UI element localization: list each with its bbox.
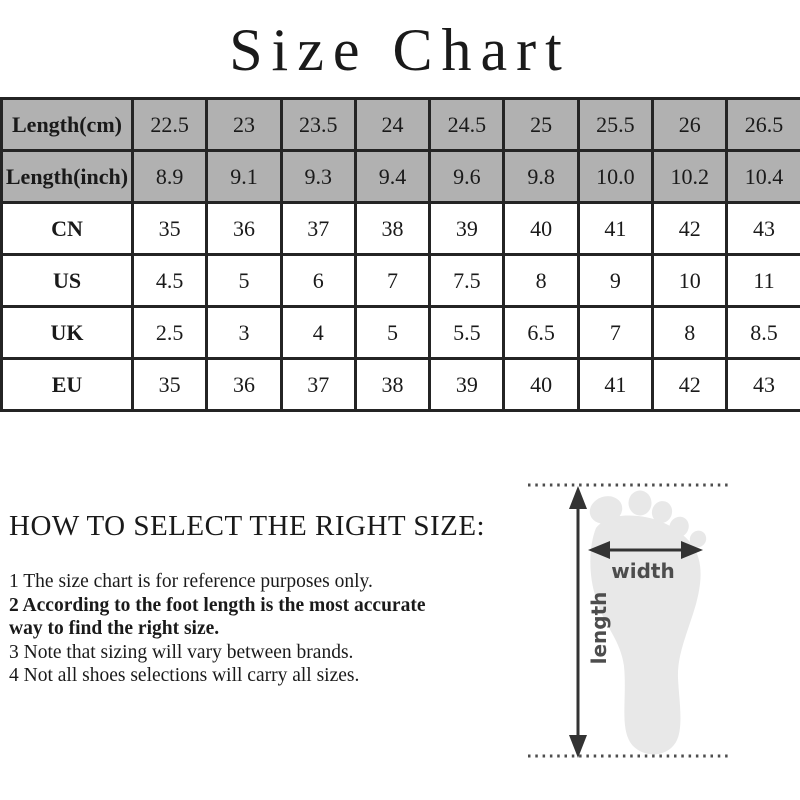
- size-cell: 42: [653, 203, 727, 255]
- size-cell: 8: [653, 307, 727, 359]
- note-item: 3 Note that sizing will vary between brands.: [9, 641, 354, 663]
- size-cell: 7: [578, 307, 652, 359]
- size-cell: 42: [653, 359, 727, 411]
- size-cell: 37: [281, 359, 355, 411]
- size-cell: 40: [504, 203, 578, 255]
- table-row: [2, 99, 800, 151]
- foot-measurement-diagram: [520, 440, 800, 780]
- size-cell: 11: [727, 255, 800, 307]
- size-cell: 24: [355, 99, 429, 151]
- table-row: [2, 151, 800, 203]
- size-cell: 9: [578, 255, 652, 307]
- size-cell: 9.4: [355, 151, 429, 203]
- size-cell: 9.8: [504, 151, 578, 203]
- size-cell: 41: [578, 203, 652, 255]
- size-cell: 35: [133, 203, 207, 255]
- length-label: length: [587, 591, 611, 665]
- size-cell: 10.4: [727, 151, 800, 203]
- size-cell: 4: [281, 307, 355, 359]
- size-cell: 43: [727, 359, 800, 411]
- size-cell: 10: [653, 255, 727, 307]
- size-cell: 43: [727, 203, 800, 255]
- size-cell: 4.5: [133, 255, 207, 307]
- width-label: width: [611, 559, 675, 583]
- size-table-body: [2, 99, 800, 411]
- size-cell: 9.1: [207, 151, 281, 203]
- size-cell: 37: [281, 203, 355, 255]
- size-chart-table: [0, 97, 800, 412]
- size-cell: 8.9: [133, 151, 207, 203]
- size-cell: 39: [430, 203, 504, 255]
- size-cell: 23: [207, 99, 281, 151]
- size-cell: 25.5: [578, 99, 652, 151]
- size-cell: 35: [133, 359, 207, 411]
- size-cell: 8.5: [727, 307, 800, 359]
- size-cell: 8: [504, 255, 578, 307]
- row-label: Length(cm): [2, 99, 133, 151]
- size-cell: 10.0: [578, 151, 652, 203]
- notes-heading: HOW TO SELECT THE RIGHT SIZE:: [9, 510, 486, 542]
- notes-list: [9, 570, 489, 688]
- size-cell: 7.5: [430, 255, 504, 307]
- size-cell: 5: [207, 255, 281, 307]
- size-cell: 2.5: [133, 307, 207, 359]
- size-cell: 10.2: [653, 151, 727, 203]
- table-row: [2, 359, 800, 411]
- note-item: 4 Not all shoes selections will carry all sizes.: [9, 665, 360, 686]
- length-arrow: [569, 486, 587, 758]
- page-title: Size Chart: [229, 17, 571, 83]
- size-cell: 25: [504, 99, 578, 151]
- size-cell: 6.5: [504, 307, 578, 359]
- size-cell: 41: [578, 359, 652, 411]
- size-cell: 26.5: [727, 99, 800, 151]
- table-row: [2, 203, 800, 255]
- row-label: Length(inch): [2, 151, 133, 203]
- size-cell: 5.5: [430, 307, 504, 359]
- note-item: 1 The size chart is for reference purposes only.: [9, 571, 373, 592]
- size-cell: 36: [207, 359, 281, 411]
- note-item: 2 According to the foot length is the most accurate way to find the right size.: [9, 594, 426, 639]
- size-cell: 23.5: [281, 99, 355, 151]
- row-label: US: [2, 255, 133, 307]
- size-cell: 38: [355, 203, 429, 255]
- size-cell: 5: [355, 307, 429, 359]
- size-cell: 39: [430, 359, 504, 411]
- size-cell: 22.5: [133, 99, 207, 151]
- size-cell: 3: [207, 307, 281, 359]
- table-row: [2, 307, 800, 359]
- size-cell: 26: [653, 99, 727, 151]
- row-label: EU: [2, 359, 133, 411]
- toe-shape: [629, 491, 652, 516]
- size-cell: 40: [504, 359, 578, 411]
- size-cell: 38: [355, 359, 429, 411]
- size-cell: 6: [281, 255, 355, 307]
- size-cell: 24.5: [430, 99, 504, 151]
- row-label: UK: [2, 307, 133, 359]
- size-cell: 36: [207, 203, 281, 255]
- size-cell: 9.3: [281, 151, 355, 203]
- notes-section: [9, 510, 489, 688]
- row-label: CN: [2, 203, 133, 255]
- size-cell: 7: [355, 255, 429, 307]
- size-cell: 9.6: [430, 151, 504, 203]
- table-row: [2, 255, 800, 307]
